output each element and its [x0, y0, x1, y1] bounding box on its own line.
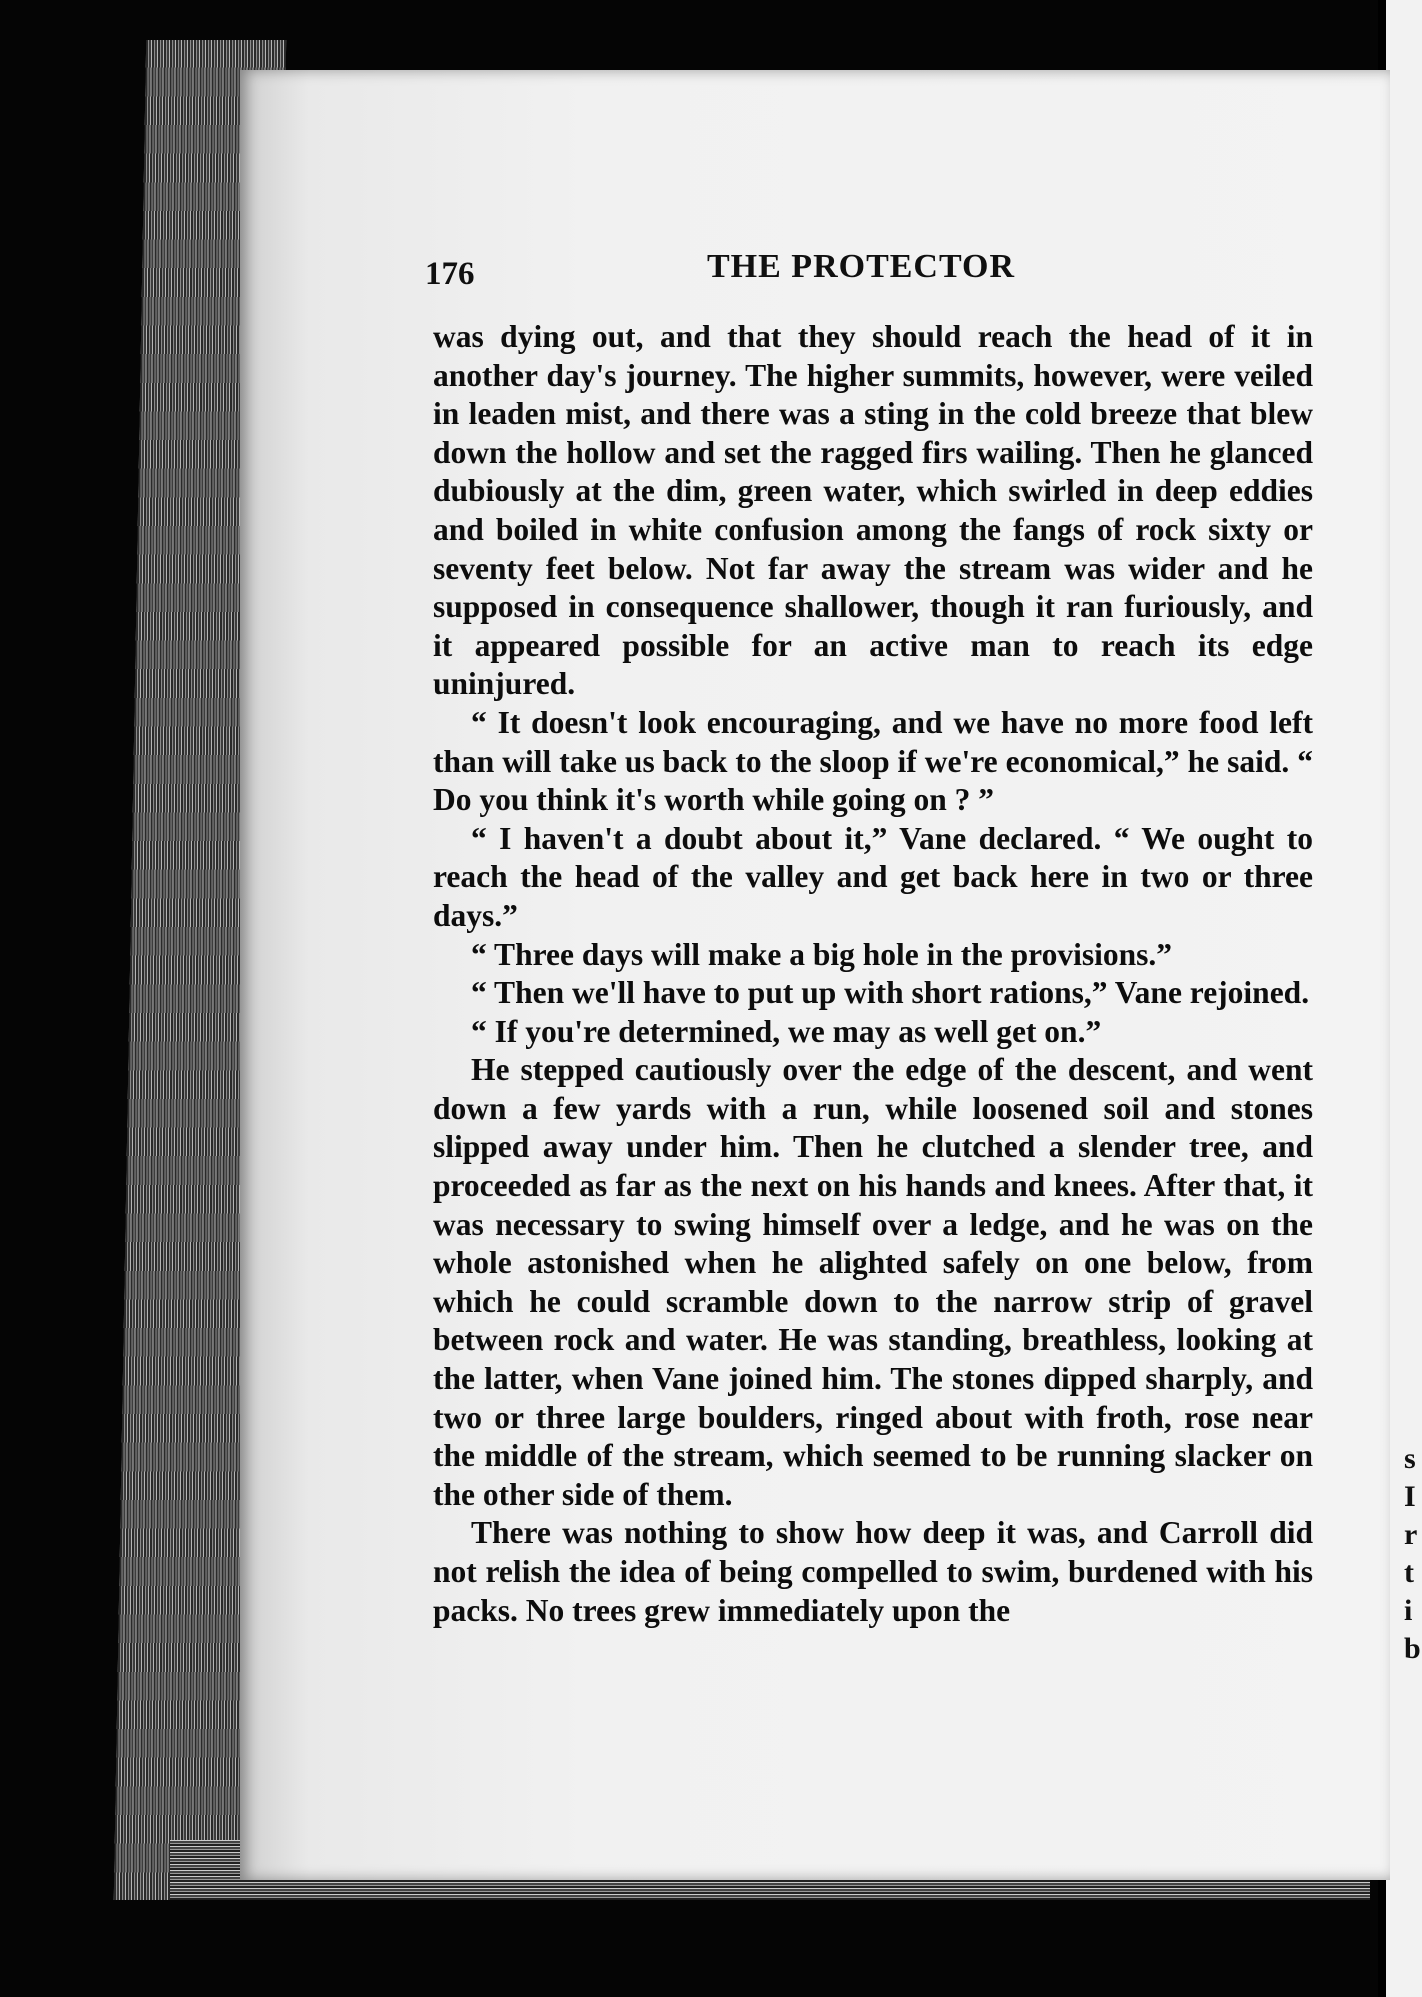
paragraph: He stepped cautiously over the edge of the descent, and went down a few yards with a run, while loosened soil and stones slipped away under him. Then he clutched a slender tree, and proceeded as far as the next on his hands and knees. After that, it was necessary to swing himself over a ledge, and he was on the whole astonished when he alighted safely on one below, from which he could scramble down to the narrow strip of gravel between rock and water. He was standing, breathless, looking at the latter, when Vane joined him. The stones dipped sharply, and two or three large boulders, ringed about with froth, rose near the middle of the stream, which seemed to be running slacker on the other side of them. [433, 1052, 1313, 1512]
facing-page-fragment: s [1404, 1442, 1416, 1475]
facing-page-fragment: i [1404, 1594, 1413, 1627]
facing-page-fragment: t [1404, 1556, 1414, 1589]
facing-page-text-fragments [1404, 1440, 1422, 1668]
running-title: THE PROTECTOR [707, 248, 1016, 285]
facing-page-fragment: b [1404, 1632, 1421, 1665]
paragraph: “ Then we'll have to put up with short rations,” Vane rejoined. [471, 975, 1310, 1011]
page-header [425, 248, 1325, 294]
page-number: 176 [425, 256, 475, 292]
paragraph: “ It doesn't look encouraging, and we have no more food left than will take us back to the sloop if we're economical,” he said. “ Do you think it's worth while going on ? ” [433, 704, 1313, 818]
paragraph: “ If you're determined, we may as well get on.” [471, 1013, 1102, 1049]
paragraph: There was nothing to show how deep it was, and Carroll did not relish the idea of being compelled to swim, burdened with his packs. No trees grew immediately upon the [433, 1515, 1313, 1628]
paragraph: was dying out, and that they should reach the head of it in another day's journey. The higher summits, however, were veiled in leaden mist, and there was a sting in the cold breeze that blew down the hollow and set the ragged firs wailing. Then he glanced dubiously at the dim, green water, which swirled in deep eddies and boiled in white confusion among the fangs of rock sixty or seventy feet below. Not far away the stream was wider and he supposed in consequence shallower, though it ran furiously, and it appeared possible for an active man to reach its edge uninjured. [433, 319, 1313, 702]
paragraph: “ I haven't a doubt about it,” Vane declared. “ We ought to reach the head of the valley and get back here in two or three days.” [433, 820, 1313, 933]
page-body [433, 318, 1313, 1630]
facing-page-fragment: r [1404, 1518, 1418, 1551]
facing-page-fragment: I [1404, 1480, 1416, 1513]
paragraph: “ Three days will make a big hole in the provisions.” [471, 936, 1172, 972]
